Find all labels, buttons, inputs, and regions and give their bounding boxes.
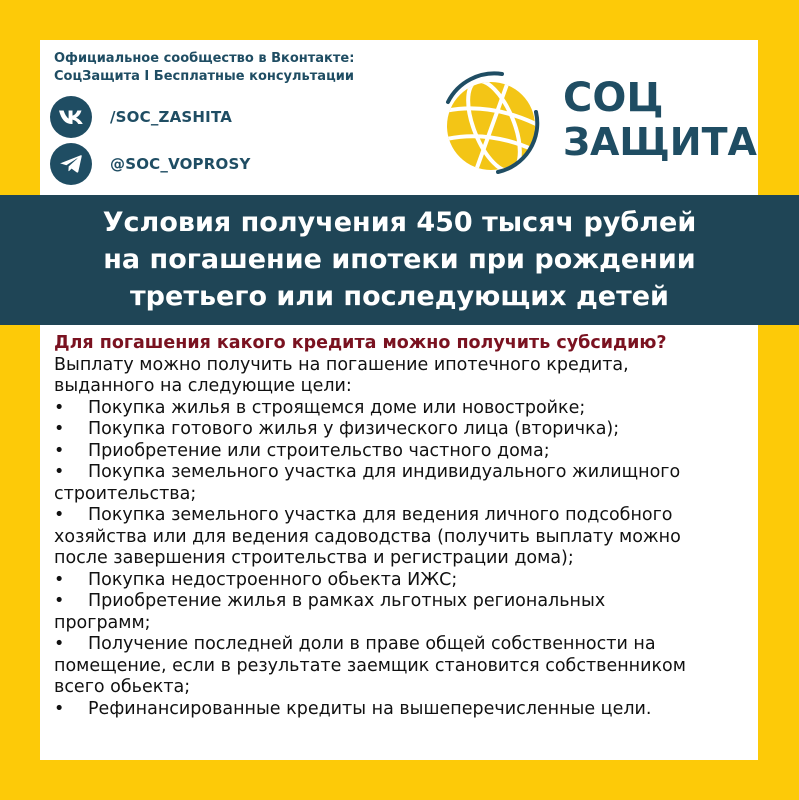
list-item-text: после завершения строительства и регистрации дома); bbox=[54, 548, 574, 568]
list-item-text: программ; bbox=[54, 612, 151, 633]
bullet-icon: • bbox=[54, 698, 65, 719]
header-card bbox=[40, 40, 758, 195]
globe-logo-icon bbox=[436, 68, 546, 178]
question-heading: Для погашения какого кредита можно получить субсидию? bbox=[54, 333, 667, 353]
list-item-text: Покупка готового жилья у физического лица (вторичка); bbox=[88, 419, 620, 439]
list-item-text: Приобретение или строительство частного дома; bbox=[88, 440, 550, 461]
list-item bbox=[54, 591, 758, 634]
community-name: СоцЗащита I Бесплатные консультации bbox=[54, 69, 354, 84]
list-item-text: всего обьекта; bbox=[54, 677, 191, 697]
brand-wordmark bbox=[563, 76, 757, 164]
list-item bbox=[54, 570, 758, 592]
list-item-text: Рефинансированные кредиты на вышеперечисленные цели. bbox=[88, 698, 652, 719]
list-item bbox=[54, 699, 758, 721]
list-item-text: Покупка жилья в строящемся доме или новостройке; bbox=[88, 397, 586, 418]
banner-title-line: Условия получения 450 тысяч рублей bbox=[102, 207, 697, 238]
list-item bbox=[54, 441, 758, 463]
content-card bbox=[40, 325, 758, 760]
purpose-list bbox=[54, 398, 758, 721]
lead-text-line: выданного на следующие цели: bbox=[54, 376, 352, 396]
list-item bbox=[54, 398, 758, 420]
list-item-text: Получение последней доли в праве общей собственности на bbox=[88, 634, 656, 654]
list-item bbox=[54, 419, 758, 441]
vk-handle: /SOC_ZASHITA bbox=[110, 108, 233, 126]
telegram-handle: @SOC_VOPROSY bbox=[110, 155, 251, 173]
banner-title-line: третьего или последующих детей bbox=[130, 281, 669, 312]
list-item-text: строительства; bbox=[54, 483, 197, 504]
telegram-icon bbox=[50, 143, 92, 185]
brand-line-2: ЗАЩИТА bbox=[563, 120, 757, 164]
bullet-icon: • bbox=[54, 591, 65, 611]
title-banner bbox=[0, 195, 799, 325]
bullet-icon: • bbox=[54, 634, 65, 654]
list-item-text: Приобретение жилья в рамках льготных региональных bbox=[88, 591, 606, 611]
list-item bbox=[54, 462, 758, 505]
vk-icon bbox=[50, 96, 92, 138]
list-item bbox=[54, 634, 758, 699]
brand-line-1: СОЦ bbox=[563, 75, 664, 121]
community-info bbox=[54, 50, 354, 86]
bullet-icon: • bbox=[54, 462, 65, 482]
vk-link[interactable] bbox=[50, 96, 232, 138]
list-item-text: Покупка недостроенного обьекта ИЖС; bbox=[88, 569, 458, 590]
list-item-text: Покупка земельного участка для индивидуального жилищного bbox=[88, 462, 681, 482]
bullet-icon: • bbox=[54, 419, 65, 439]
content-body bbox=[54, 333, 758, 720]
bullet-icon: • bbox=[54, 397, 65, 418]
community-title: Официальное сообщество в Вконтакте: bbox=[54, 51, 355, 66]
bullet-icon: • bbox=[54, 569, 65, 590]
list-item-text: Покупка земельного участка для ведения личного подсобного bbox=[88, 505, 673, 525]
banner-title-line: на погашение ипотеки при рождении bbox=[103, 244, 696, 275]
bullet-icon: • bbox=[54, 505, 65, 525]
list-item-text: хозяйства или для ведения садоводства (получить выплату можно bbox=[54, 526, 681, 547]
telegram-link[interactable] bbox=[50, 143, 251, 185]
lead-text-line: Выплату можно получить на погашение ипотечного кредита, bbox=[54, 354, 629, 375]
list-item-text: помещение, если в результате заемщик становится собственником bbox=[54, 655, 686, 676]
bullet-icon: • bbox=[54, 440, 65, 461]
list-item bbox=[54, 505, 758, 570]
